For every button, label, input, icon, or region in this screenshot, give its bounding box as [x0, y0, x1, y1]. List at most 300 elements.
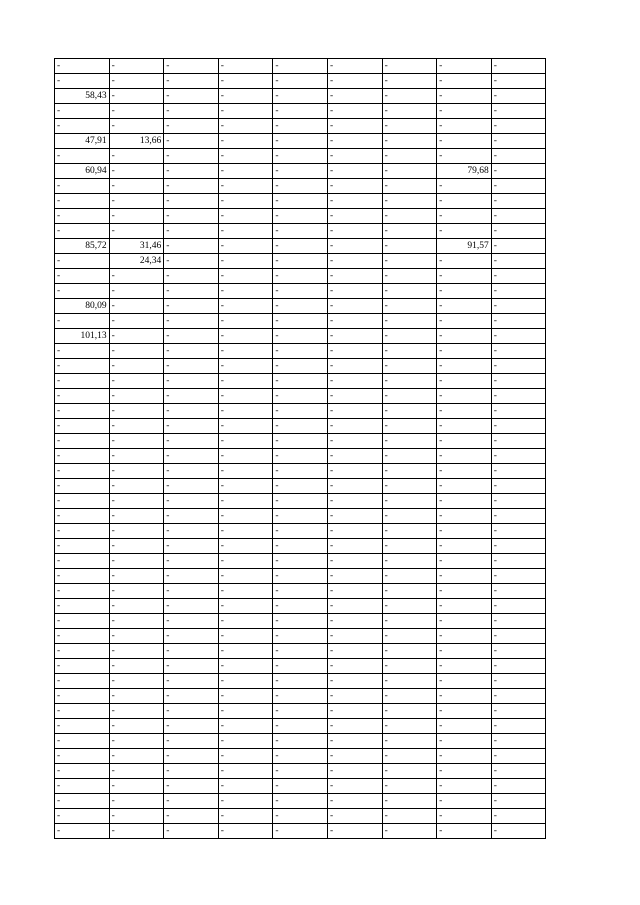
table-cell[interactable]: -	[273, 329, 328, 344]
table-cell[interactable]: -	[327, 764, 382, 779]
table-cell[interactable]: -	[164, 104, 219, 119]
table-cell[interactable]: -	[327, 539, 382, 554]
table-cell[interactable]: -	[491, 644, 546, 659]
table-cell[interactable]: -	[437, 479, 492, 494]
table-cell[interactable]: -	[55, 479, 110, 494]
table-cell[interactable]: -	[109, 299, 164, 314]
table-cell[interactable]: -	[164, 299, 219, 314]
table-cell[interactable]: -	[109, 284, 164, 299]
table-cell[interactable]: -	[109, 809, 164, 824]
table-cell[interactable]: -	[109, 329, 164, 344]
table-cell[interactable]: -	[382, 119, 437, 134]
table-cell[interactable]: -	[491, 734, 546, 749]
table-cell[interactable]: -	[218, 314, 273, 329]
table-cell[interactable]: -	[273, 509, 328, 524]
table-cell[interactable]: -	[55, 59, 110, 74]
table-cell[interactable]: -	[382, 314, 437, 329]
table-cell[interactable]: -	[218, 704, 273, 719]
table-cell[interactable]: -	[109, 629, 164, 644]
table-cell[interactable]: -	[55, 209, 110, 224]
table-cell[interactable]: -	[218, 224, 273, 239]
table-cell[interactable]: -	[437, 254, 492, 269]
table-cell[interactable]: -	[327, 284, 382, 299]
table-cell[interactable]: -	[55, 374, 110, 389]
table-cell[interactable]: -	[55, 509, 110, 524]
table-cell[interactable]: -	[491, 434, 546, 449]
table-cell[interactable]: -	[273, 779, 328, 794]
table-cell[interactable]: 85,72	[55, 239, 110, 254]
table-cell[interactable]: -	[382, 659, 437, 674]
table-cell[interactable]: -	[218, 374, 273, 389]
table-cell[interactable]: -	[273, 449, 328, 464]
table-cell[interactable]: -	[491, 299, 546, 314]
table-cell[interactable]: -	[218, 434, 273, 449]
table-cell[interactable]: -	[218, 134, 273, 149]
table-cell[interactable]: -	[109, 554, 164, 569]
table-cell[interactable]: -	[164, 509, 219, 524]
table-cell[interactable]: -	[382, 629, 437, 644]
table-cell[interactable]: -	[218, 659, 273, 674]
table-cell[interactable]: -	[55, 404, 110, 419]
table-cell[interactable]: -	[491, 689, 546, 704]
table-cell[interactable]: -	[55, 539, 110, 554]
table-cell[interactable]: -	[437, 539, 492, 554]
table-cell[interactable]: -	[55, 569, 110, 584]
table-cell[interactable]: -	[327, 494, 382, 509]
table-cell[interactable]: -	[109, 794, 164, 809]
table-cell[interactable]: -	[218, 734, 273, 749]
table-cell[interactable]: -	[437, 119, 492, 134]
table-cell[interactable]: -	[164, 389, 219, 404]
table-cell[interactable]: -	[491, 254, 546, 269]
table-cell[interactable]: -	[164, 224, 219, 239]
table-cell[interactable]: 31,46	[109, 239, 164, 254]
table-cell[interactable]: -	[55, 524, 110, 539]
table-cell[interactable]: -	[109, 74, 164, 89]
table-cell[interactable]: -	[327, 659, 382, 674]
table-cell[interactable]: -	[491, 194, 546, 209]
table-cell[interactable]: -	[164, 239, 219, 254]
table-cell[interactable]: -	[437, 614, 492, 629]
table-cell[interactable]: -	[55, 494, 110, 509]
table-cell[interactable]: -	[273, 284, 328, 299]
table-cell[interactable]: -	[109, 59, 164, 74]
table-cell[interactable]: -	[437, 704, 492, 719]
table-cell[interactable]: -	[437, 194, 492, 209]
table-cell[interactable]: -	[55, 269, 110, 284]
table-cell[interactable]: -	[109, 524, 164, 539]
table-cell[interactable]: -	[164, 779, 219, 794]
table-cell[interactable]: -	[437, 584, 492, 599]
table-cell[interactable]: -	[491, 179, 546, 194]
table-cell[interactable]: -	[218, 239, 273, 254]
table-cell[interactable]: -	[164, 464, 219, 479]
table-cell[interactable]: -	[218, 419, 273, 434]
table-cell[interactable]: -	[437, 509, 492, 524]
table-cell[interactable]: -	[273, 74, 328, 89]
table-cell[interactable]: -	[491, 524, 546, 539]
table-cell[interactable]: -	[218, 299, 273, 314]
table-cell[interactable]: -	[491, 209, 546, 224]
table-cell[interactable]: -	[491, 89, 546, 104]
table-cell[interactable]: -	[327, 74, 382, 89]
table-cell[interactable]: -	[491, 374, 546, 389]
table-cell[interactable]: -	[164, 479, 219, 494]
table-cell[interactable]: -	[491, 599, 546, 614]
table-cell[interactable]: -	[327, 779, 382, 794]
table-cell[interactable]: -	[327, 134, 382, 149]
table-cell[interactable]: -	[491, 464, 546, 479]
table-cell[interactable]: -	[273, 314, 328, 329]
table-cell[interactable]: -	[382, 104, 437, 119]
table-cell[interactable]: -	[218, 119, 273, 134]
table-cell[interactable]: -	[55, 254, 110, 269]
table-cell[interactable]: -	[273, 809, 328, 824]
table-cell[interactable]: -	[437, 644, 492, 659]
table-cell[interactable]: -	[327, 479, 382, 494]
table-cell[interactable]: -	[491, 584, 546, 599]
table-cell[interactable]: -	[218, 449, 273, 464]
table-cell[interactable]: -	[382, 194, 437, 209]
table-cell[interactable]: -	[55, 194, 110, 209]
table-cell[interactable]: -	[218, 719, 273, 734]
table-cell[interactable]: -	[109, 344, 164, 359]
table-cell[interactable]: -	[164, 809, 219, 824]
table-cell[interactable]: -	[218, 524, 273, 539]
table-cell[interactable]: -	[273, 389, 328, 404]
table-cell[interactable]: -	[218, 149, 273, 164]
table-cell[interactable]: -	[382, 254, 437, 269]
table-cell[interactable]: 91,57	[437, 239, 492, 254]
table-cell[interactable]: -	[491, 674, 546, 689]
table-cell[interactable]: -	[382, 719, 437, 734]
table-cell[interactable]: -	[164, 269, 219, 284]
table-cell[interactable]: -	[327, 104, 382, 119]
table-cell[interactable]: -	[218, 689, 273, 704]
table-cell[interactable]: -	[273, 659, 328, 674]
table-cell[interactable]: -	[273, 179, 328, 194]
table-cell[interactable]: -	[109, 719, 164, 734]
table-cell[interactable]: -	[164, 209, 219, 224]
table-cell[interactable]: -	[327, 209, 382, 224]
table-cell[interactable]: -	[437, 659, 492, 674]
table-cell[interactable]: -	[382, 449, 437, 464]
table-cell[interactable]: -	[491, 419, 546, 434]
table-cell[interactable]: -	[491, 794, 546, 809]
table-cell[interactable]: -	[382, 614, 437, 629]
table-cell[interactable]: -	[164, 659, 219, 674]
table-cell[interactable]: -	[273, 434, 328, 449]
table-cell[interactable]: -	[382, 284, 437, 299]
table-cell[interactable]: -	[109, 614, 164, 629]
table-cell[interactable]: -	[55, 434, 110, 449]
table-cell[interactable]: -	[382, 734, 437, 749]
table-cell[interactable]: -	[382, 569, 437, 584]
table-cell[interactable]: -	[55, 749, 110, 764]
table-cell[interactable]: -	[491, 509, 546, 524]
table-cell[interactable]: -	[55, 599, 110, 614]
table-cell[interactable]: -	[218, 809, 273, 824]
table-cell[interactable]: -	[382, 419, 437, 434]
table-cell[interactable]: -	[491, 404, 546, 419]
table-cell[interactable]: -	[164, 734, 219, 749]
table-cell[interactable]: -	[327, 509, 382, 524]
table-cell[interactable]: -	[109, 224, 164, 239]
table-cell[interactable]: -	[55, 584, 110, 599]
table-cell[interactable]: -	[55, 284, 110, 299]
table-cell[interactable]: -	[327, 404, 382, 419]
table-cell[interactable]: -	[327, 224, 382, 239]
table-cell[interactable]: -	[55, 554, 110, 569]
table-cell[interactable]: -	[437, 329, 492, 344]
table-cell[interactable]: -	[382, 704, 437, 719]
table-cell[interactable]: -	[437, 104, 492, 119]
table-cell[interactable]: -	[109, 359, 164, 374]
table-cell[interactable]: -	[164, 134, 219, 149]
table-cell[interactable]: -	[382, 149, 437, 164]
table-cell[interactable]: -	[109, 269, 164, 284]
table-cell[interactable]: -	[109, 119, 164, 134]
table-cell[interactable]: -	[218, 104, 273, 119]
table-cell[interactable]: -	[491, 104, 546, 119]
table-cell[interactable]: -	[273, 764, 328, 779]
table-cell[interactable]: -	[273, 299, 328, 314]
table-cell[interactable]: -	[327, 194, 382, 209]
table-cell[interactable]: -	[491, 359, 546, 374]
table-cell[interactable]: -	[382, 299, 437, 314]
table-cell[interactable]: -	[164, 554, 219, 569]
table-cell[interactable]: -	[491, 74, 546, 89]
table-cell[interactable]: -	[218, 569, 273, 584]
table-cell[interactable]: -	[218, 254, 273, 269]
table-cell[interactable]: -	[55, 764, 110, 779]
table-cell[interactable]: -	[273, 149, 328, 164]
table-cell[interactable]: -	[109, 764, 164, 779]
table-cell[interactable]: -	[437, 569, 492, 584]
table-cell[interactable]: -	[382, 599, 437, 614]
table-cell[interactable]: -	[164, 284, 219, 299]
table-cell[interactable]: -	[164, 584, 219, 599]
table-cell[interactable]: -	[437, 179, 492, 194]
table-cell[interactable]: -	[55, 74, 110, 89]
table-cell[interactable]: -	[273, 824, 328, 839]
table-cell[interactable]: 13,66	[109, 134, 164, 149]
table-cell[interactable]: -	[218, 599, 273, 614]
table-cell[interactable]: -	[218, 164, 273, 179]
table-cell[interactable]: -	[273, 584, 328, 599]
table-cell[interactable]: -	[273, 644, 328, 659]
table-cell[interactable]: -	[382, 779, 437, 794]
table-cell[interactable]: -	[164, 824, 219, 839]
table-cell[interactable]: -	[437, 719, 492, 734]
table-cell[interactable]: -	[327, 374, 382, 389]
table-cell[interactable]: -	[327, 644, 382, 659]
table-cell[interactable]: 60,94	[55, 164, 110, 179]
table-cell[interactable]: -	[55, 794, 110, 809]
table-cell[interactable]: -	[164, 74, 219, 89]
table-cell[interactable]: -	[164, 119, 219, 134]
table-cell[interactable]: -	[327, 449, 382, 464]
table-cell[interactable]: -	[491, 284, 546, 299]
table-cell[interactable]: -	[218, 74, 273, 89]
table-cell[interactable]: -	[55, 689, 110, 704]
table-cell[interactable]: -	[491, 269, 546, 284]
table-cell[interactable]: 80,09	[55, 299, 110, 314]
table-cell[interactable]: 79,68	[437, 164, 492, 179]
table-cell[interactable]: -	[55, 704, 110, 719]
table-cell[interactable]: -	[218, 554, 273, 569]
table-cell[interactable]: -	[382, 509, 437, 524]
table-cell[interactable]: -	[273, 674, 328, 689]
table-cell[interactable]: -	[382, 674, 437, 689]
table-cell[interactable]: -	[164, 149, 219, 164]
table-cell[interactable]: -	[109, 659, 164, 674]
table-cell[interactable]: -	[164, 764, 219, 779]
table-cell[interactable]: -	[491, 659, 546, 674]
table-cell[interactable]: -	[273, 599, 328, 614]
table-cell[interactable]: -	[491, 539, 546, 554]
table-cell[interactable]: -	[55, 734, 110, 749]
table-cell[interactable]: -	[164, 59, 219, 74]
table-cell[interactable]: -	[218, 629, 273, 644]
table-cell[interactable]: -	[273, 134, 328, 149]
table-cell[interactable]: -	[437, 674, 492, 689]
table-cell[interactable]: -	[327, 554, 382, 569]
table-cell[interactable]: -	[437, 89, 492, 104]
table-cell[interactable]: -	[273, 104, 328, 119]
table-cell[interactable]: -	[437, 59, 492, 74]
table-cell[interactable]: -	[109, 104, 164, 119]
table-cell[interactable]: -	[491, 704, 546, 719]
table-cell[interactable]: -	[327, 314, 382, 329]
table-cell[interactable]: -	[327, 734, 382, 749]
table-cell[interactable]: -	[491, 779, 546, 794]
table-cell[interactable]: -	[218, 644, 273, 659]
table-cell[interactable]: -	[109, 89, 164, 104]
table-cell[interactable]: -	[382, 539, 437, 554]
table-cell[interactable]: -	[382, 269, 437, 284]
table-cell[interactable]: -	[273, 464, 328, 479]
table-cell[interactable]: -	[273, 344, 328, 359]
table-cell[interactable]: 101,13	[55, 329, 110, 344]
table-cell[interactable]: -	[437, 419, 492, 434]
table-cell[interactable]: -	[382, 134, 437, 149]
table-cell[interactable]: -	[491, 134, 546, 149]
table-cell[interactable]: -	[109, 464, 164, 479]
table-cell[interactable]: -	[327, 809, 382, 824]
table-cell[interactable]: -	[55, 644, 110, 659]
table-cell[interactable]: -	[382, 164, 437, 179]
table-cell[interactable]: -	[273, 629, 328, 644]
table-cell[interactable]: -	[164, 314, 219, 329]
table-cell[interactable]: -	[437, 554, 492, 569]
table-cell[interactable]: 47,91	[55, 134, 110, 149]
table-cell[interactable]: -	[109, 674, 164, 689]
table-cell[interactable]: -	[55, 809, 110, 824]
table-cell[interactable]: -	[164, 524, 219, 539]
table-cell[interactable]: -	[109, 419, 164, 434]
table-cell[interactable]: -	[382, 554, 437, 569]
table-cell[interactable]: -	[164, 89, 219, 104]
table-cell[interactable]: -	[382, 59, 437, 74]
table-cell[interactable]: -	[327, 629, 382, 644]
table-cell[interactable]: -	[109, 389, 164, 404]
table-cell[interactable]: -	[491, 494, 546, 509]
table-cell[interactable]: -	[327, 749, 382, 764]
table-cell[interactable]: -	[55, 119, 110, 134]
table-cell[interactable]: -	[273, 734, 328, 749]
table-cell[interactable]: -	[437, 629, 492, 644]
table-cell[interactable]: -	[273, 719, 328, 734]
table-cell[interactable]: -	[437, 734, 492, 749]
table-cell[interactable]: -	[382, 464, 437, 479]
table-cell[interactable]: -	[437, 749, 492, 764]
table-cell[interactable]: -	[218, 344, 273, 359]
table-cell[interactable]: -	[55, 149, 110, 164]
table-cell[interactable]: -	[55, 614, 110, 629]
table-cell[interactable]: -	[327, 269, 382, 284]
table-cell[interactable]: -	[55, 419, 110, 434]
table-cell[interactable]: -	[327, 824, 382, 839]
table-cell[interactable]: -	[491, 554, 546, 569]
table-cell[interactable]: -	[218, 404, 273, 419]
table-cell[interactable]: -	[491, 614, 546, 629]
table-cell[interactable]: -	[218, 749, 273, 764]
table-cell[interactable]: -	[164, 599, 219, 614]
table-cell[interactable]: -	[437, 599, 492, 614]
table-cell[interactable]: -	[218, 494, 273, 509]
table-cell[interactable]: -	[164, 644, 219, 659]
table-cell[interactable]: -	[109, 734, 164, 749]
table-cell[interactable]: -	[109, 569, 164, 584]
table-cell[interactable]: 58,43	[55, 89, 110, 104]
table-cell[interactable]: -	[327, 254, 382, 269]
table-cell[interactable]: -	[382, 494, 437, 509]
table-cell[interactable]: -	[218, 89, 273, 104]
table-cell[interactable]: -	[437, 269, 492, 284]
table-cell[interactable]: -	[55, 824, 110, 839]
table-cell[interactable]: -	[273, 554, 328, 569]
table-cell[interactable]: -	[437, 299, 492, 314]
table-cell[interactable]: -	[491, 389, 546, 404]
table-cell[interactable]: -	[273, 539, 328, 554]
table-cell[interactable]: -	[327, 704, 382, 719]
table-cell[interactable]: -	[491, 629, 546, 644]
table-cell[interactable]: -	[437, 404, 492, 419]
table-cell[interactable]: -	[164, 794, 219, 809]
table-cell[interactable]: -	[218, 59, 273, 74]
table-cell[interactable]: -	[218, 389, 273, 404]
table-cell[interactable]: -	[109, 434, 164, 449]
table-cell[interactable]: -	[382, 644, 437, 659]
table-cell[interactable]: -	[109, 644, 164, 659]
table-cell[interactable]: -	[327, 674, 382, 689]
table-cell[interactable]: -	[218, 359, 273, 374]
table-cell[interactable]: -	[382, 434, 437, 449]
table-cell[interactable]: -	[273, 224, 328, 239]
table-cell[interactable]: -	[273, 239, 328, 254]
table-cell[interactable]: -	[327, 164, 382, 179]
table-cell[interactable]: -	[109, 704, 164, 719]
table-cell[interactable]: -	[218, 179, 273, 194]
table-cell[interactable]: -	[218, 479, 273, 494]
table-cell[interactable]: -	[491, 329, 546, 344]
table-cell[interactable]: -	[327, 419, 382, 434]
table-cell[interactable]: -	[164, 194, 219, 209]
table-cell[interactable]: -	[218, 194, 273, 209]
table-cell[interactable]: -	[273, 374, 328, 389]
table-cell[interactable]: -	[491, 479, 546, 494]
